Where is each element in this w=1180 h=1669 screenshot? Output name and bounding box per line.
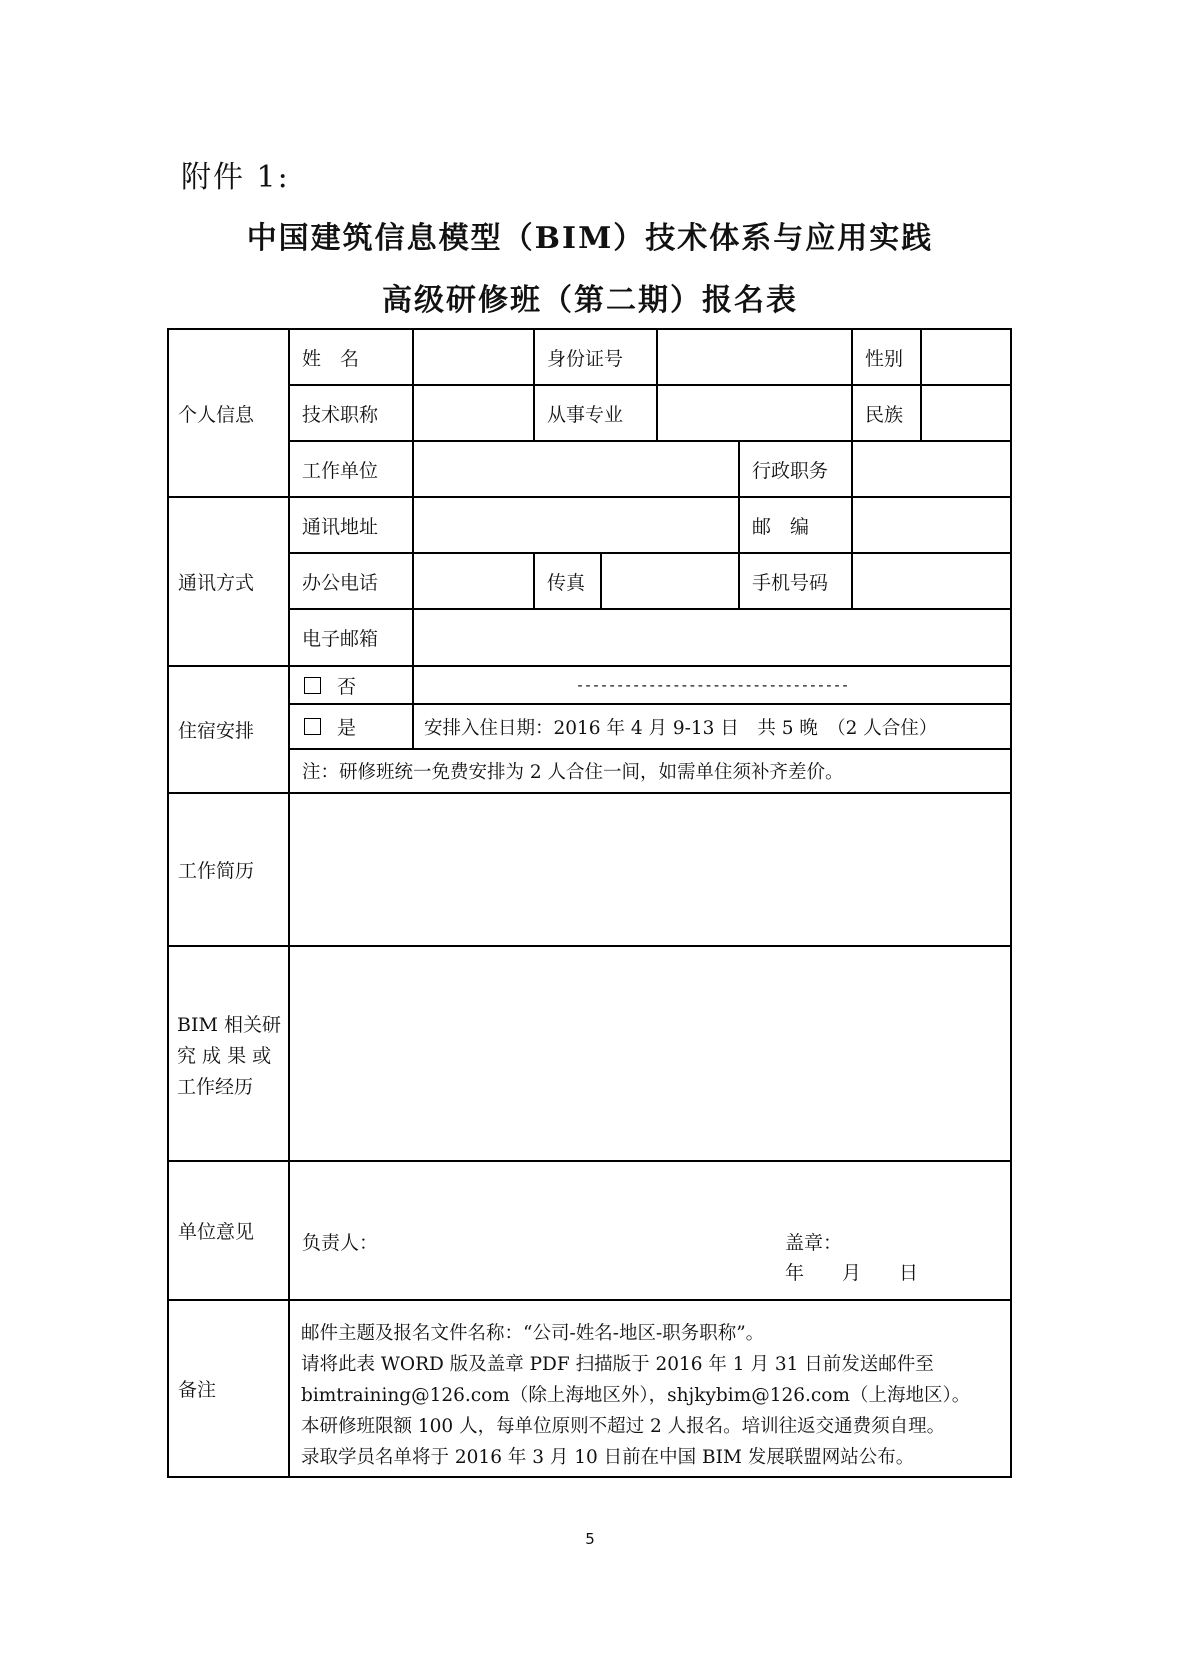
- fax-input[interactable]: [602, 554, 738, 608]
- office-phone-input[interactable]: [414, 554, 533, 608]
- postcode-input[interactable]: [853, 498, 1010, 552]
- lodging-yes-label: 是: [337, 717, 357, 739]
- work-resume-input[interactable]: [290, 794, 1010, 945]
- remarks-line: bimtraining@126.com（除上海地区外），shjkybim@126.com（上海地区）。: [301, 1385, 971, 1406]
- remarks-line: 邮件主题及报名文件名称：“公司-姓名-地区-职务职称”。: [301, 1323, 765, 1344]
- bim-label-line: 工作经历: [177, 1076, 254, 1098]
- label-employer: 工作单位: [302, 459, 379, 482]
- label-name: 姓 名: [302, 347, 360, 370]
- label-position: 行政职务: [752, 459, 829, 482]
- lodging-no-detail: ----------------------------------: [575, 676, 849, 694]
- email-input[interactable]: [414, 610, 1010, 665]
- bim-label-line: BIM 相关研: [177, 1014, 281, 1036]
- stamp-label: 盖章：: [785, 1231, 843, 1254]
- label-mobile: 手机号码: [752, 571, 829, 594]
- section-lodging: 住宿安排: [178, 719, 255, 742]
- responsible-person-label: 负责人：: [302, 1231, 379, 1254]
- form-title-line-1: 中国建筑信息模型（BIM）技术体系与应用实践: [246, 221, 934, 256]
- label-major: 从事专业: [547, 403, 624, 426]
- employer-input[interactable]: [414, 442, 738, 496]
- label-id-number: 身份证号: [547, 347, 624, 370]
- section-personal-info: 个人信息: [178, 403, 255, 426]
- form-title-line-2: 高级研修班（第二期）报名表: [382, 283, 798, 318]
- remarks-line: 本研修班限额 100 人，每单位原则不超过 2 人报名。培训往返交通费须自理。: [301, 1416, 946, 1437]
- attachment-label: 附件 1:: [181, 160, 290, 195]
- lodging-no-label: 否: [337, 675, 357, 698]
- position-input[interactable]: [853, 442, 1010, 496]
- lodging-note: 注：研修班统一免费安排为 2 人合住一间，如需单住须补齐差价。: [302, 762, 844, 783]
- id-number-input[interactable]: [658, 330, 851, 384]
- gender-input[interactable]: [922, 330, 1010, 384]
- lodging-yes-detail: 安排入住日期：2016 年 4 月 9-13 日 共 5 晚 （2 人合住）: [424, 717, 938, 739]
- label-gender: 性别: [865, 347, 904, 370]
- tech-title-input[interactable]: [414, 386, 533, 440]
- section-unit-opinion: 单位意见: [178, 1220, 255, 1243]
- section-work-resume: 工作简历: [178, 859, 255, 882]
- label-ethnicity: 民族: [865, 403, 904, 426]
- bim-label-line: 究 成 果 或: [177, 1045, 272, 1067]
- page-number: 5: [585, 1530, 595, 1548]
- label-tech-title: 技术职称: [302, 403, 379, 426]
- major-input[interactable]: [658, 386, 851, 440]
- ethnicity-input[interactable]: [922, 386, 1010, 440]
- label-fax: 传真: [547, 571, 586, 594]
- section-remarks: 备注: [178, 1378, 217, 1401]
- section-contact: 通讯方式: [178, 571, 255, 594]
- remarks-line: 请将此表 WORD 版及盖章 PDF 扫描版于 2016 年 1 月 31 日前发送邮件至: [301, 1354, 934, 1375]
- lodging-yes-option[interactable]: [289, 705, 412, 748]
- name-input[interactable]: [414, 330, 533, 384]
- lodging-no-option[interactable]: [289, 667, 412, 703]
- mobile-input[interactable]: [853, 554, 1010, 608]
- date-label: 年 月 日: [785, 1261, 919, 1284]
- label-office-phone: 办公电话: [302, 571, 379, 594]
- bim-experience-input[interactable]: [290, 947, 1010, 1160]
- label-address: 通讯地址: [302, 515, 379, 538]
- address-input[interactable]: [414, 498, 738, 552]
- checkbox-icon[interactable]: [304, 677, 321, 694]
- section-bim-experience: [177, 1010, 281, 1103]
- remarks-line: 录取学员名单将于 2016 年 3 月 10 日前在中国 BIM 发展联盟网站公布。: [301, 1447, 915, 1468]
- label-email: 电子邮箱: [302, 628, 379, 650]
- checkbox-icon[interactable]: [304, 718, 321, 735]
- remarks-content: [301, 1318, 1001, 1473]
- label-postcode: 邮 编: [752, 515, 810, 538]
